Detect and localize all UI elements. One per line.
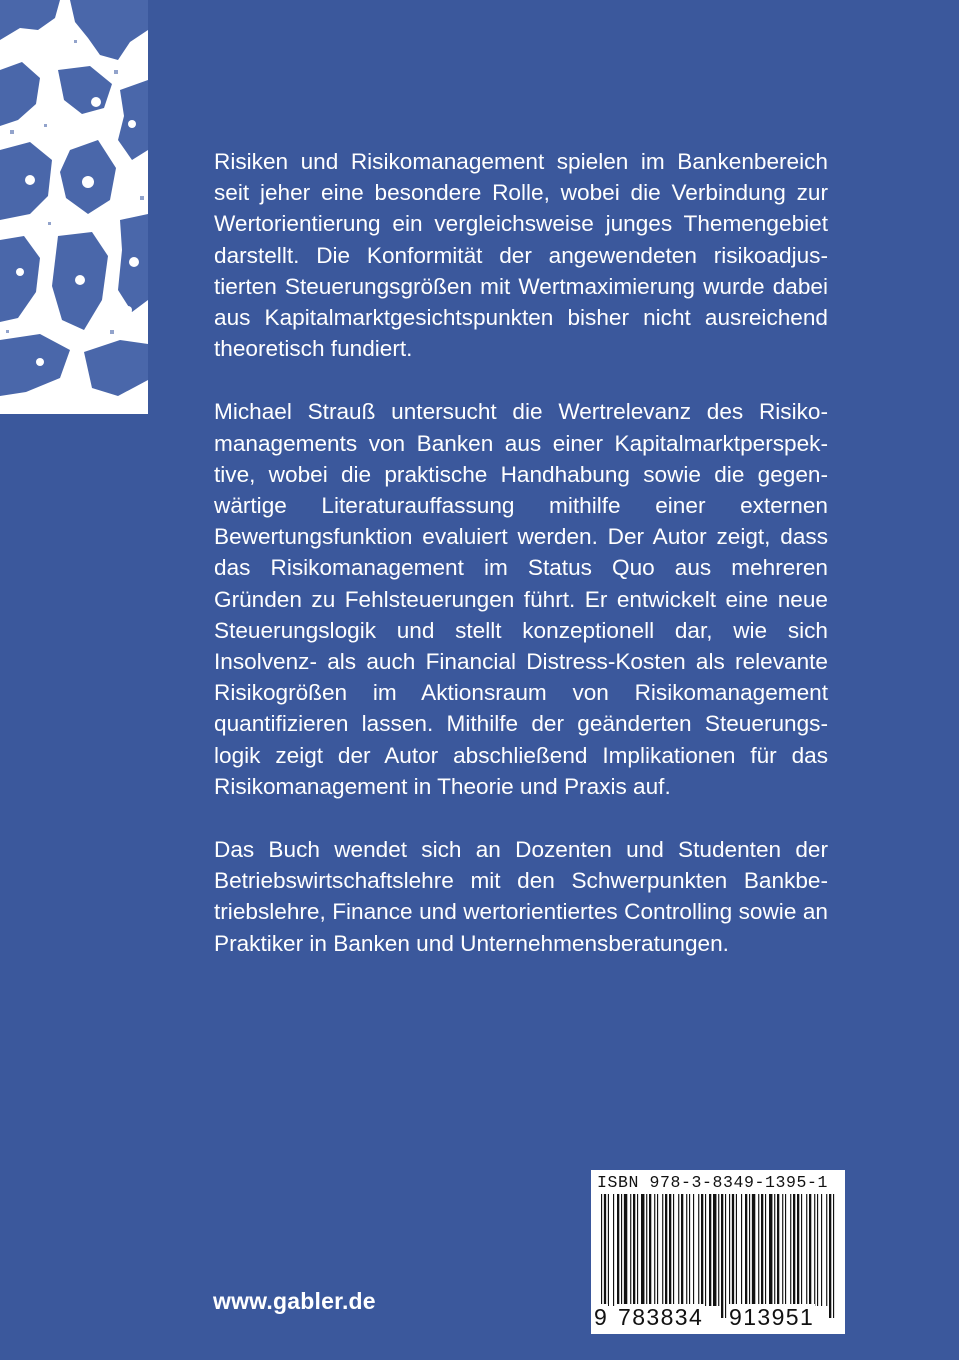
barcode-digits-left: 783834: [618, 1304, 704, 1330]
barcode-digit-first: 9: [594, 1304, 607, 1330]
blurb-paragraph-1: Risiken und Risikomanagement spielen im Bankenbereich seit jeher eine besondere Rolle, wobei die Verbindung zur Wertorientierung ein vergleichsweise junges Themengebiet darstellt. Die Konformität der angewendeten risikoadjustierten Steuerungsgrößen mit Wertmaximierung wurde dabei aus Kapitalmarktgesichtspunkten bisher nicht ausreichend theoretisch fundiert.: [214, 149, 828, 362]
blurb-text: [214, 146, 828, 991]
barcode-digits: [591, 1304, 845, 1332]
barcode-icon: [599, 1194, 837, 1318]
blurb-paragraph-3: Das Buch wendet sich an Dozenten und Studenten der Betriebswirtschaftslehre mit den Schwerpunkten Bankbetriebslehre, Finance und wertorientiertes Controlling sowie an Praktiker in Banken und Unternehmensberatungen.: [214, 837, 828, 956]
blurb-paragraph-2: Michael Strauß untersucht die Wertrelevanz des Risikomanagements von Banken aus einer Kapitalmarktperspektive, wobei die praktische Handhabung sowie die gegenwärtige Literaturauffassung mithilfe einer externen Bewertungsfunktion evaluiert werden. Der Autor zeigt, dass das Risikomanagement im Status Quo aus mehreren Gründen zu Fehlsteuerungen führt. Er entwickelt eine neue Steuerungslogik und stellt konzeptionell dar, wie sich Insolvenz- als auch Financial Distress-Kosten als relevante Risikogrößen im Aktionsraum von Risikomanagement quantifizieren lassen. Mithilfe der geänderten Steuerungslogik zeigt der Autor abschließend Implikationen für das Risikomanagement in Theorie und Praxis auf.: [214, 399, 828, 799]
isbn-label: ISBN 978-3-8349-1395-1: [597, 1173, 829, 1192]
publisher-url[interactable]: www.gabler.de: [213, 1288, 376, 1314]
barcode-digits-right: 913951: [729, 1304, 815, 1330]
isbn-barcode: [591, 1170, 845, 1334]
globe-image: [0, 0, 148, 414]
